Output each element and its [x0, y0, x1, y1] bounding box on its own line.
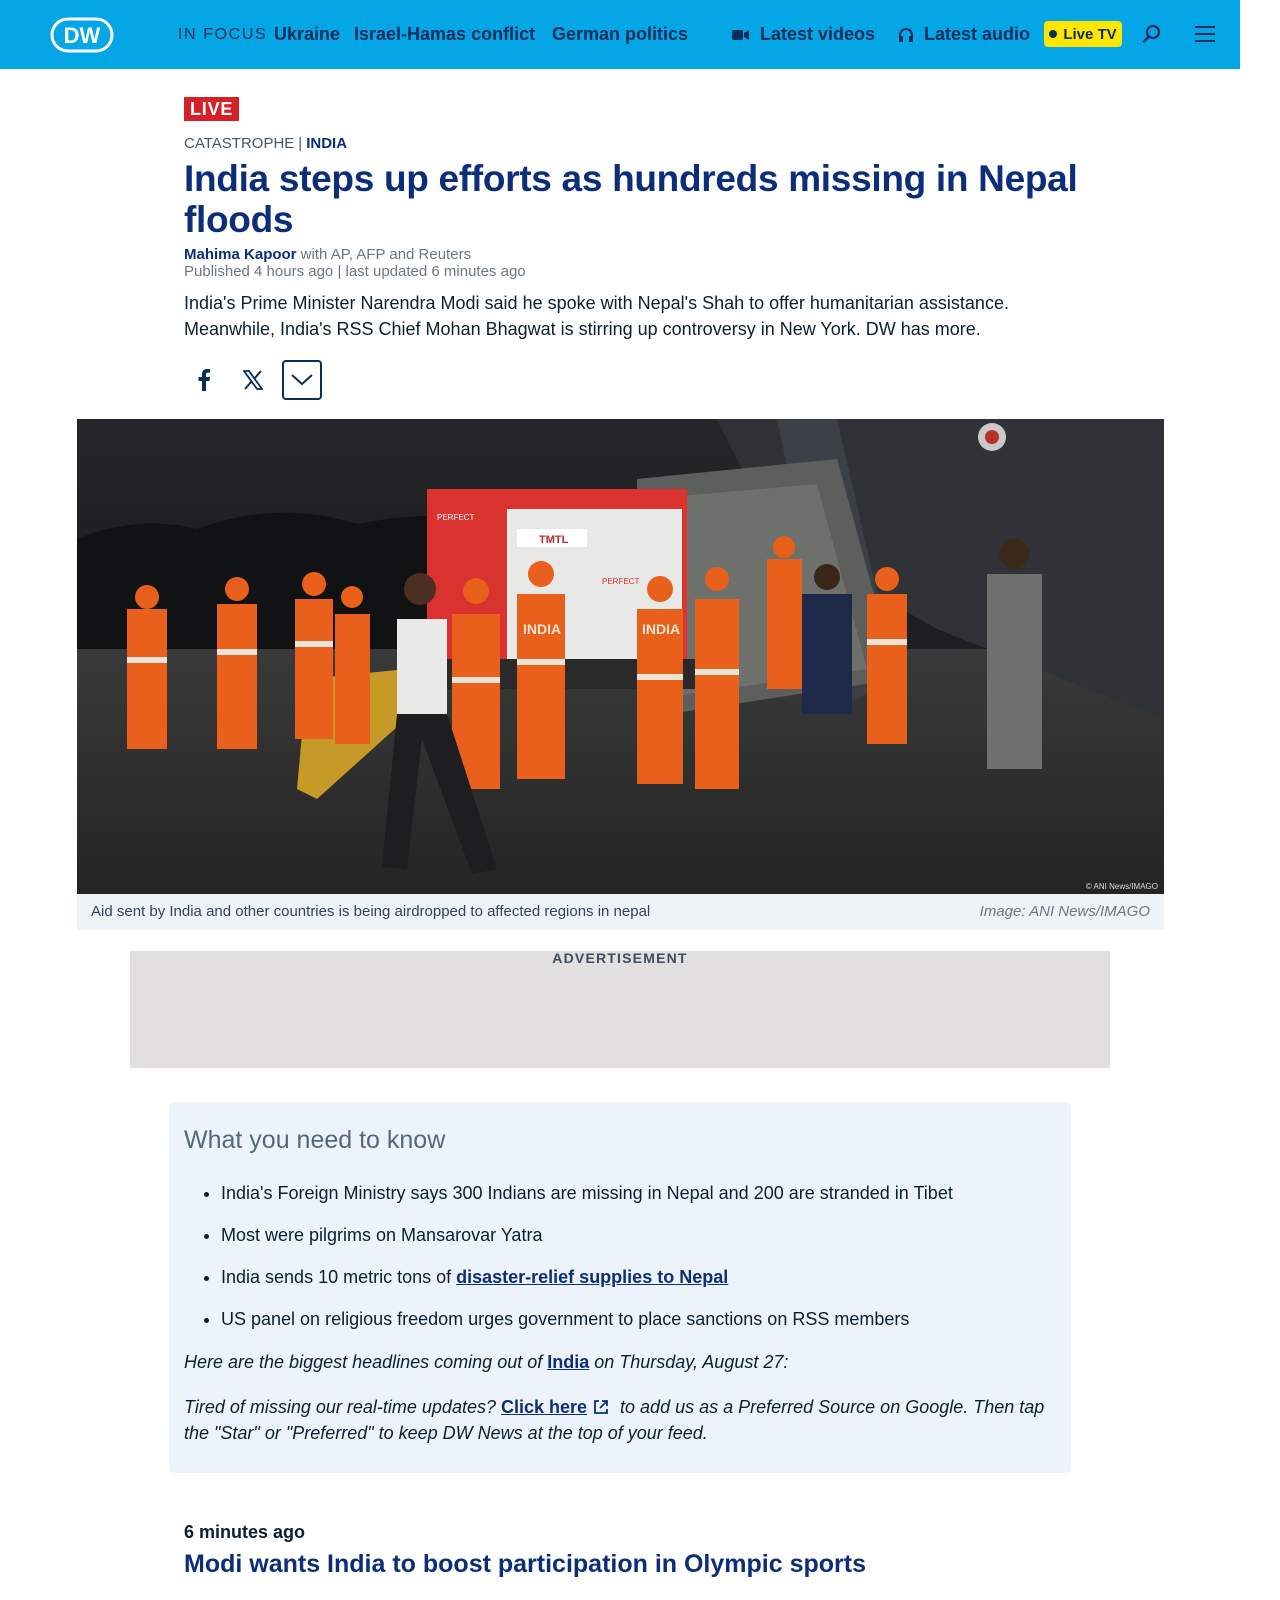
svg-text:INDIA: INDIA	[523, 621, 562, 637]
article-headline: India steps up efforts as hundreds missing in Nepal floods	[184, 158, 1078, 240]
list-item-text: India sends 10 metric tons of	[221, 1267, 457, 1287]
menu-button[interactable]	[1192, 22, 1218, 46]
image-overlay-credit: © ANI News/IMAGO	[1085, 882, 1158, 891]
headlines-intro-suffix: on Thursday, August 27:	[589, 1352, 789, 1372]
share-more-button[interactable]	[282, 360, 322, 400]
topic-link-german-politics[interactable]: German politics	[552, 24, 689, 44]
dw-logo-icon	[50, 17, 114, 53]
svg-text:TMTL: TMTL	[539, 534, 569, 546]
topic-link-ukraine[interactable]: Ukraine	[274, 24, 341, 44]
video-camera-icon	[732, 29, 750, 41]
india-link[interactable]: India	[547, 1352, 590, 1372]
list-item	[221, 1265, 953, 1307]
live-badge: LIVE	[184, 97, 239, 121]
x-icon	[243, 370, 263, 390]
key-facts-title: What you need to know	[184, 1126, 446, 1154]
author-link[interactable]: Mahima Kapoor	[184, 246, 297, 263]
latest-audio-link[interactable]	[898, 0, 1030, 69]
list-item: • India's Foreign Ministry says 300 Indians are missing in Nepal and 200 are stranded in Tibet	[221, 1181, 953, 1223]
key-facts-box	[169, 1102, 1071, 1473]
list-item: • US panel on religious freedom urges government to place sanctions on RSS members	[221, 1307, 953, 1349]
search-button[interactable]	[1140, 22, 1164, 46]
share-x-button[interactable]	[233, 360, 273, 400]
click-here-link[interactable]: Click here	[500, 1397, 588, 1417]
disaster-relief-link[interactable]: disaster-relief supplies to Nepal	[456, 1267, 729, 1287]
list-item: • Most were pilgrims on Mansarovar Yatra	[221, 1223, 953, 1265]
category-label: CATASTROPHE	[184, 135, 295, 152]
latest-videos-link[interactable]	[732, 0, 875, 69]
hero-photo-illustration	[77, 419, 1164, 894]
byline	[184, 246, 471, 263]
update-headline[interactable]: Modi wants India to boost participation in Olympic sports	[184, 1550, 866, 1578]
headlines-intro-prefix: Here are the biggest headlines coming out of	[184, 1352, 548, 1372]
update-timestamp: 6 minutes ago	[184, 1522, 306, 1542]
search-icon	[1140, 22, 1164, 46]
dw-logo[interactable]	[50, 17, 114, 53]
headlines-intro	[184, 1349, 1064, 1375]
preferred-source-note	[184, 1394, 1064, 1446]
advertisement-slot[interactable]	[130, 951, 1110, 1068]
in-focus-label: IN FOCUS	[178, 25, 268, 43]
preferred-source-prefix: Tired of missing our real-time updates?	[184, 1397, 501, 1417]
share-facebook-button[interactable]	[184, 360, 224, 400]
facebook-icon	[197, 369, 211, 391]
key-facts-list	[221, 1181, 953, 1349]
image-credit: Image: ANI News/IMAGO	[979, 903, 1150, 920]
image-caption: Aid sent by India and other countries is being airdropped to affected regions in nepal	[91, 903, 651, 920]
live-tv-label: Live TV	[1063, 25, 1117, 43]
article-teaser: India's Prime Minister Narendra Modi said he spoke with Nepal's Shah to offer humanitarian assistance. Meanwhile, India's RSS Chief Mohan Bhagwat is stirring up controversy in New York. DW has more.	[184, 293, 1009, 339]
preferred-source-suffix: to add us as a Preferred Source on Google. Then tap the "Star" or "Preferred" to keep DW News at the top of your feed.	[184, 1397, 1045, 1443]
top-navigation-bar	[0, 0, 1240, 69]
kicker-separator: |	[298, 135, 303, 152]
article-kicker	[184, 135, 347, 152]
advertisement-label: ADVERTISEMENT	[552, 950, 688, 966]
publish-dates: Published 4 hours ago | last updated 6 minutes ago	[184, 263, 526, 280]
svg-text:DW: DW	[63, 23, 101, 48]
external-link-icon	[593, 1399, 609, 1415]
headphones-icon	[898, 27, 914, 43]
subcategory-link[interactable]: INDIA	[306, 135, 348, 152]
topic-link-israel-hamas[interactable]: Israel-Hamas conflict	[354, 24, 536, 44]
live-tv-button[interactable]	[1044, 21, 1122, 47]
svg-text:INDIA: INDIA	[642, 621, 681, 637]
image-caption-bar	[77, 894, 1164, 930]
menu-icon	[1192, 22, 1218, 46]
latest-videos-label: Latest videos	[760, 24, 876, 44]
latest-audio-label: Latest audio	[924, 24, 1031, 44]
svg-text:PERFECT: PERFECT	[602, 577, 640, 586]
svg-text:PERFECT: PERFECT	[437, 513, 475, 522]
chevron-down-icon	[291, 374, 313, 386]
agencies-text: with AP, AFP and Reuters	[296, 246, 472, 263]
live-dot-icon	[1049, 30, 1057, 38]
hero-image	[77, 419, 1164, 894]
